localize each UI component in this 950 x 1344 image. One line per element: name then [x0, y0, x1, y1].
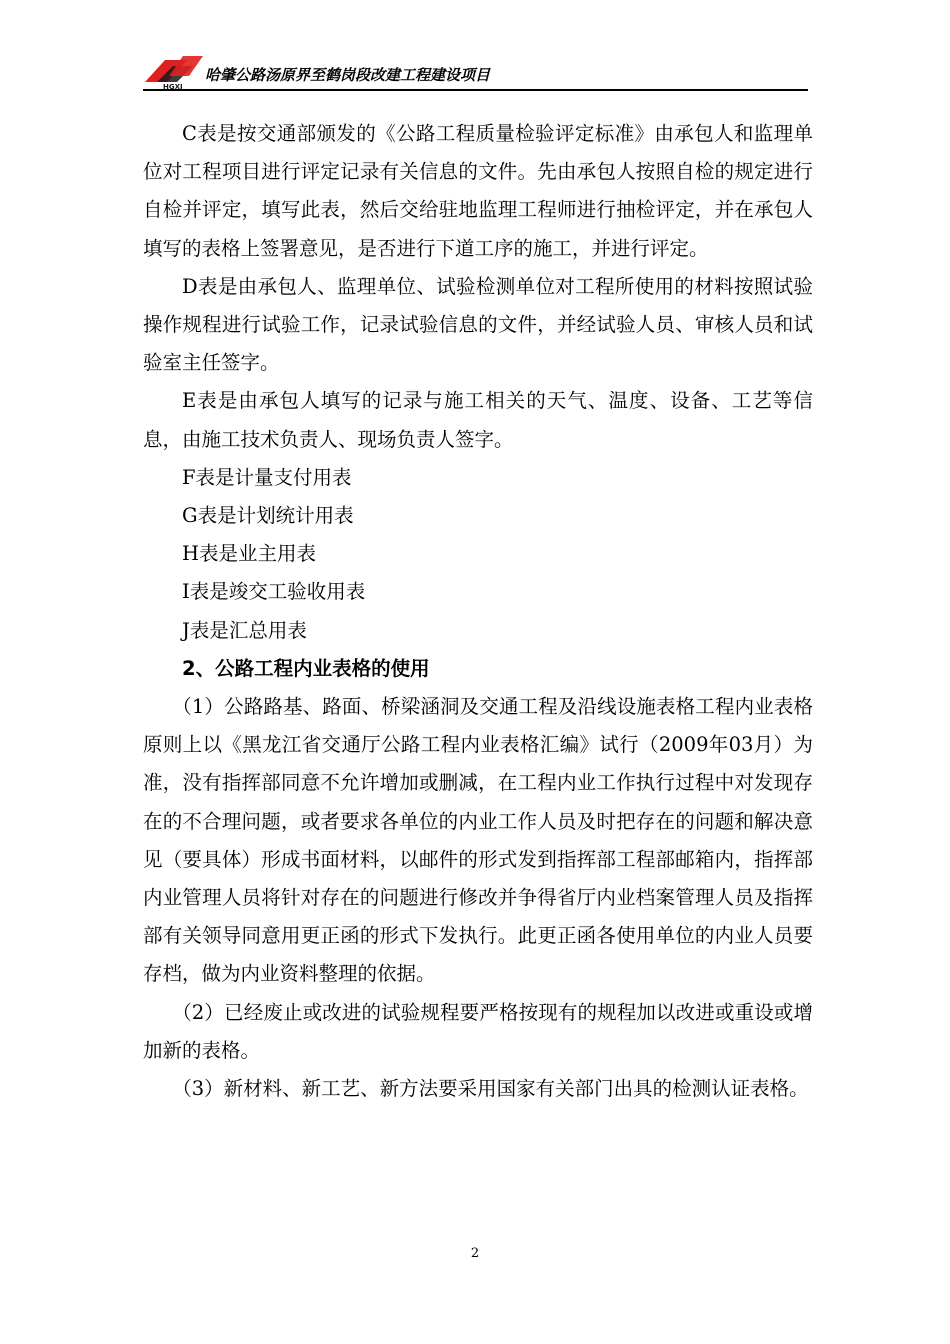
paragraph-f-table: F表是计量支付用表 — [182, 465, 352, 489]
list-item-2: （2）已经废止或改进的试验规程要严格按现有的规程加以改进或重设或增加新的表格。 — [143, 1000, 813, 1062]
header-title: 哈肇公路汤原界至鹤岗段改建工程建设项目 — [205, 66, 491, 84]
list-item-1: （1）公路路基、路面、桥梁涵洞及交通工程及沿线设施表格工程内业表格原则上以《黑龙江省交通厅公路工程内业表格汇编》试行（2009年03月）为准，没有指挥部同意不允许增加或删减，在工程内业工作执行过程中对发现存在的不合理问题，或者要求各单位的内业工作人员及时把存在的问题和解决意见（要具体）形成书面材料，以邮件的形式发到指挥部工程部邮箱内，指挥部内业管理人员将针对存在的问题进行修改并争得省厅内业档案管理人员及指挥部有关领导同意用更正函的形式下发执行。此更正函各使用单位的内业人员要存档，做为内业资料整理的依据。 — [143, 695, 813, 986]
section-heading: 2、公路工程内业表格的使用 — [182, 656, 430, 680]
paragraph-c-table: C表是按交通部颁发的《公路工程质量检验评定标准》由承包人和监理单位对工程项目进行评定记录有关信息的文件。先由承包人按照自检的规定进行自检并评定，填写此表，然后交给驻地监理工程师进行抽检评定，并在承包人填写的表格上签署意见，是否进行下道工序的施工，并进行评定。 — [143, 122, 813, 260]
paragraph-e-table: E表是由承包人填写的记录与施工相关的天气、温度、设备、工艺等信息，由施工技术负责人、现场负责人签字。 — [143, 389, 813, 451]
paragraph-h-table: H表是业主用表 — [182, 542, 317, 566]
header-divider — [143, 89, 808, 91]
page-number: 2 — [470, 1246, 480, 1261]
paragraph-d-table: D表是由承包人、监理单位、试验检测单位对工程所使用的材料按照试验操作规程进行试验工作，记录试验信息的文件，并经试验人员、审核人员和试验室主任签字。 — [143, 274, 813, 375]
paragraph-i-table: I表是竣交工验收用表 — [182, 580, 366, 604]
company-logo-icon — [143, 52, 205, 90]
paragraph-j-table: J表是汇总用表 — [182, 618, 307, 642]
page-header — [143, 52, 808, 92]
list-item-3: （3）新材料、新工艺、新方法要采用国家有关部门出具的检测认证表格。 — [172, 1077, 809, 1101]
document-body — [143, 115, 813, 1108]
logo-text: HGXJ — [163, 83, 183, 90]
paragraph-g-table: G表是计划统计用表 — [182, 504, 354, 528]
